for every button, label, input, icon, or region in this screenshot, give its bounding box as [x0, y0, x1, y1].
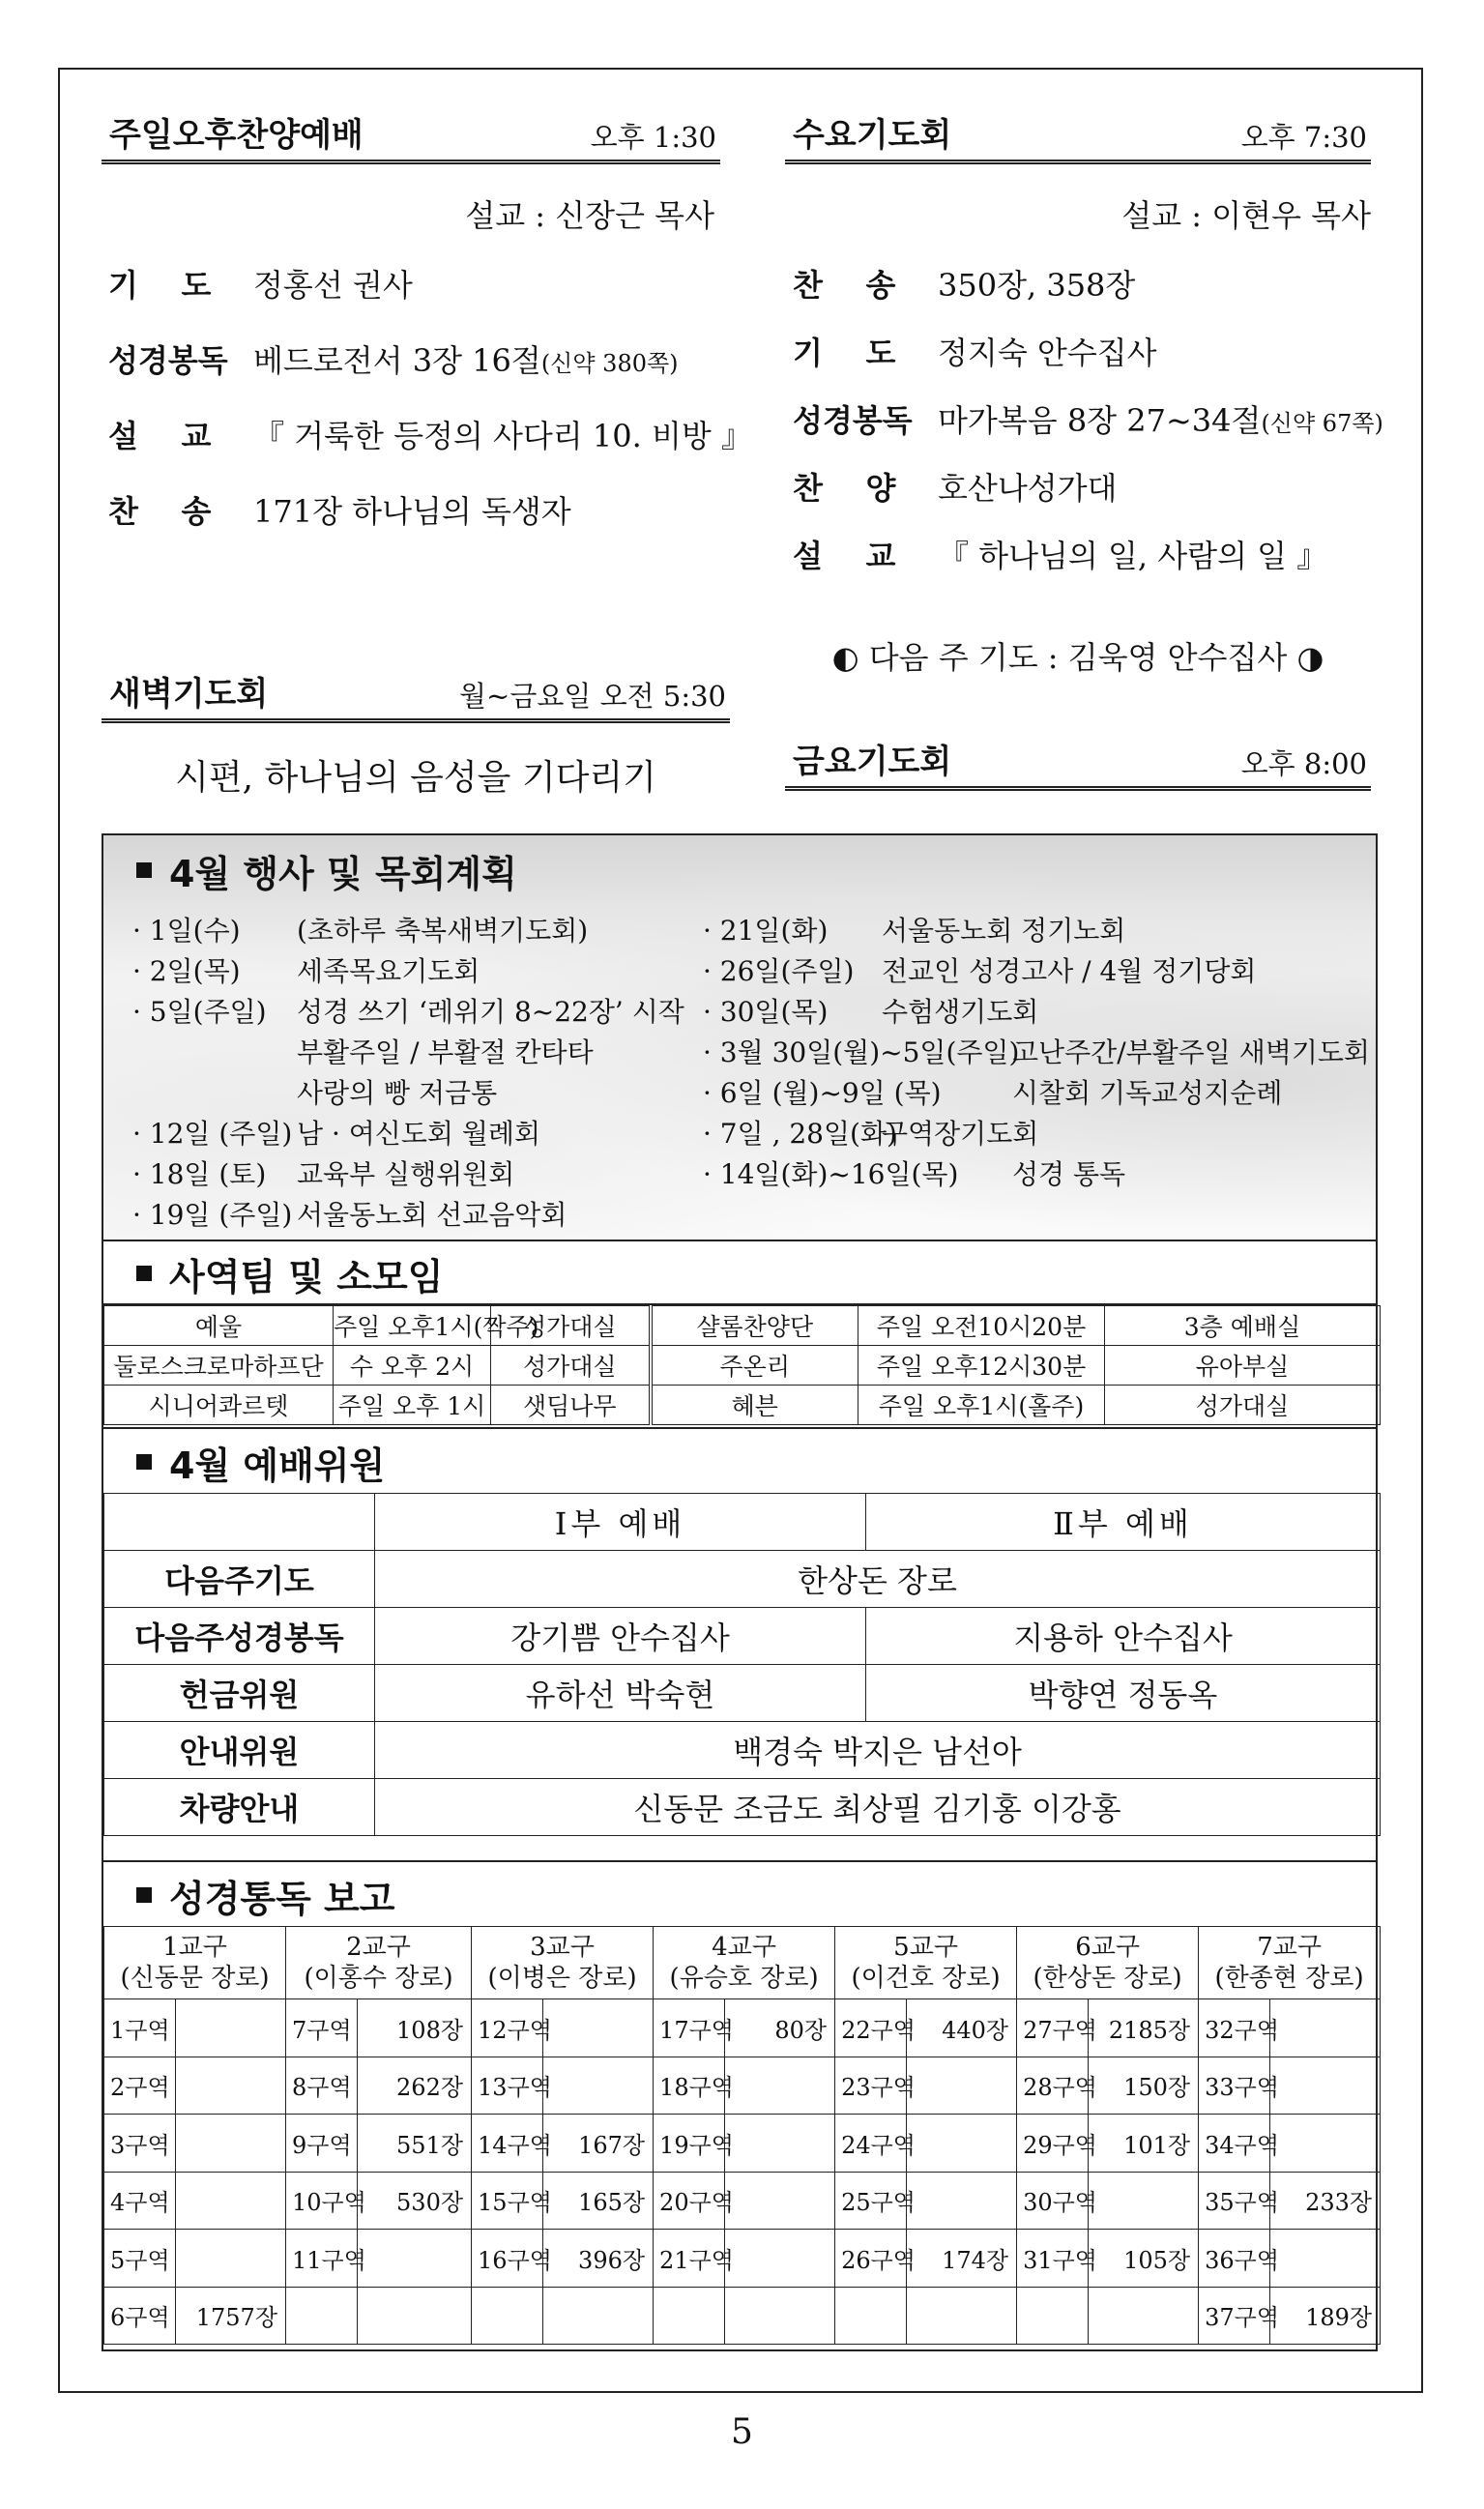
bible-chapters: 396장 — [543, 2230, 654, 2288]
bible-chapters — [543, 2057, 654, 2115]
bible-area: 29구역 — [1017, 2115, 1089, 2173]
bible-chapters — [725, 2172, 835, 2230]
bible-row — [104, 1999, 1381, 2057]
event-item — [132, 992, 684, 1033]
order-value — [253, 336, 679, 381]
bible-area: 28구역 — [1017, 2057, 1089, 2115]
wednesday-prayer-time: 오후 7:30 — [1240, 121, 1367, 154]
event-date: · 30일(목) — [703, 996, 829, 1028]
order-label: 설 교 — [793, 538, 896, 574]
order-value-text: 350장, 358장 — [938, 267, 1136, 304]
event-item — [132, 1114, 684, 1154]
event-date: · 12일 (주일) — [132, 1118, 293, 1150]
bible-area: 26구역 — [835, 2230, 907, 2288]
ministry-row — [104, 1386, 1381, 1425]
worship-role: 안내위원 — [104, 1722, 375, 1779]
ministry-row — [104, 1306, 1381, 1346]
district-header — [472, 1927, 654, 1999]
bible-report-title: 성경통독 보고 — [169, 1877, 395, 1920]
ministry-heading — [103, 1241, 1376, 1305]
order-value — [938, 329, 1157, 373]
event-item — [132, 1195, 684, 1236]
dawn-prayer-header — [102, 667, 730, 723]
bible-chapters — [725, 2230, 835, 2288]
event-item — [703, 951, 1370, 992]
order-value — [938, 464, 1117, 509]
order-value-text: 『 거룩한 등정의 사다리 10. 비방 』 — [253, 418, 752, 454]
bible-area — [286, 2287, 358, 2345]
ministry-cell: 주일 오후1시(홀주) — [858, 1386, 1105, 1425]
bible-chapters — [725, 2115, 835, 2173]
dawn-prayer-text: 시편, 하나님의 음성을 기다리기 — [175, 758, 656, 798]
event-date: · 7일 , 28일(화) — [703, 1118, 897, 1150]
order-row — [108, 487, 571, 532]
bible-area: 23구역 — [835, 2057, 907, 2115]
bible-chapters: 530장 — [358, 2172, 472, 2230]
bible-chapters — [176, 1999, 286, 2057]
bible-area: 21구역 — [654, 2230, 725, 2288]
bible-row — [104, 2230, 1381, 2288]
ministry-cell: 둘로스크로마하프단 — [104, 1346, 334, 1386]
square-bullet-icon — [136, 1454, 152, 1470]
event-item — [703, 1114, 1370, 1154]
bible-row — [104, 2115, 1381, 2173]
bible-chapters — [1270, 2115, 1381, 2173]
district-header — [286, 1927, 472, 1999]
order-value-text: 171장 하나님의 독생자 — [253, 493, 571, 530]
district-leader: (이건호 장로) — [851, 1964, 1001, 1993]
district-name: 4교구 — [712, 1933, 776, 1962]
order-value — [253, 261, 413, 306]
district-leader: (한상돈 장로) — [1033, 1964, 1182, 1993]
bible-area: 7구역 — [286, 1999, 358, 2057]
bible-chapters — [907, 2057, 1017, 2115]
event-item — [703, 1033, 1370, 1073]
bible-area: 3구역 — [104, 2115, 176, 2173]
bible-report-table — [103, 1926, 1381, 2345]
worship-row — [104, 1551, 1381, 1608]
event-date: · 5일(주일) — [132, 996, 267, 1028]
bible-area: 1구역 — [104, 1999, 176, 2057]
bible-area: 30구역 — [1017, 2172, 1089, 2230]
ministry-cell: 3층 예배실 — [1105, 1306, 1381, 1346]
event-text: 구역장기도회 — [882, 1118, 1039, 1150]
order-label: 성경봉독 — [793, 402, 913, 439]
square-bullet-icon — [136, 862, 152, 878]
ministry-cell: 성가대실 — [1105, 1386, 1381, 1425]
ministry-cell: 혜븐 — [651, 1386, 858, 1425]
bible-area: 2구역 — [104, 2057, 176, 2115]
square-bullet-icon — [136, 1266, 152, 1281]
event-date: · 26일(주일) — [703, 955, 855, 987]
worship-row — [104, 1665, 1381, 1722]
bible-chapters — [1270, 2230, 1381, 2288]
event-text: 고난주간/부활주일 새벽기도회 — [1012, 1036, 1370, 1068]
bible-chapters — [1089, 2172, 1199, 2230]
bible-chapters — [907, 2172, 1017, 2230]
bible-chapters: 440장 — [907, 1999, 1017, 2057]
ministry-cell: 성가대실 — [491, 1306, 651, 1346]
district-name: 5교구 — [893, 1933, 958, 1962]
district-name: 3교구 — [530, 1933, 595, 1962]
order-row — [108, 261, 413, 306]
worship-role: 차량안내 — [104, 1779, 375, 1836]
bible-area: 12구역 — [472, 1999, 543, 2057]
order-value — [938, 396, 1383, 441]
district-header — [835, 1927, 1017, 1999]
ministry-cell: 유아부실 — [1105, 1346, 1381, 1386]
event-date: · 19일 (주일) — [132, 1199, 293, 1231]
worship-value: 백경숙 박지은 남선아 — [375, 1722, 1381, 1779]
worship-row — [104, 1608, 1381, 1665]
events-right-column — [703, 911, 1370, 1195]
bible-chapters: 2185장 — [1089, 1999, 1199, 2057]
wednesday-preacher: 설교 : 이현우 목사 — [1121, 197, 1371, 234]
bible-area: 32구역 — [1199, 1999, 1270, 2057]
district-leader: (유승호 장로) — [669, 1964, 819, 1993]
bible-chapters — [725, 2057, 835, 2115]
event-text: 남 · 여신도회 월례회 — [297, 1118, 540, 1150]
event-text: 사랑의 빵 저금통 — [297, 1077, 498, 1109]
order-label: 기 도 — [108, 267, 212, 304]
district-name: 1교구 — [162, 1933, 227, 1962]
event-date — [132, 1073, 297, 1114]
bible-chapters: 551장 — [358, 2115, 472, 2173]
bible-area: 10구역 — [286, 2172, 358, 2230]
order-value-note: (신약 380쪽) — [540, 350, 679, 377]
bible-chapters: 105장 — [1089, 2230, 1199, 2288]
worship-header-blank — [104, 1494, 375, 1551]
order-value-text: 정홍선 권사 — [253, 267, 413, 304]
bible-chapters — [725, 2287, 835, 2345]
order-label: 찬 양 — [793, 470, 896, 507]
bible-area: 13구역 — [472, 2057, 543, 2115]
bible-chapters: 262장 — [358, 2057, 472, 2115]
worship-header-row — [104, 1494, 1381, 1551]
event-item — [703, 1154, 1370, 1195]
bible-area: 35구역 — [1199, 2172, 1270, 2230]
bible-chapters: 108장 — [358, 1999, 472, 2057]
district-name: 6교구 — [1075, 1933, 1140, 1962]
order-row — [108, 336, 679, 381]
page-number: 5 — [731, 2412, 753, 2452]
order-value — [938, 261, 1135, 306]
events-section — [103, 835, 1376, 1241]
worship-value: 강기쁨 안수집사 — [375, 1608, 866, 1665]
event-text: 성경 쓰기 ‘레위기 8~22장’ 시작 — [297, 996, 684, 1028]
bible-chapters — [358, 2230, 472, 2288]
event-text: 서울동노회 정기노회 — [882, 915, 1126, 947]
event-text: 수험생기도회 — [882, 996, 1039, 1028]
event-item — [703, 992, 1370, 1033]
order-label: 찬 송 — [108, 493, 212, 530]
event-item — [703, 911, 1370, 951]
next-week-prayer: ◐ 다음 주 기도 : 김욱영 안수집사 ◑ — [831, 639, 1324, 676]
bible-area: 24구역 — [835, 2115, 907, 2173]
bible-chapters: 167장 — [543, 2115, 654, 2173]
order-row — [793, 261, 1135, 306]
bible-chapters: 189장 — [1270, 2287, 1381, 2345]
event-text: 전교인 성경고사 / 4월 정기당회 — [882, 955, 1257, 987]
bible-chapters — [176, 2172, 286, 2230]
worship-role: 다음주기도 — [104, 1551, 375, 1608]
bible-chapters — [1270, 1999, 1381, 2057]
bible-area: 5구역 — [104, 2230, 176, 2288]
event-item — [132, 1154, 684, 1195]
bible-chapters: 150장 — [1089, 2057, 1199, 2115]
district-header — [654, 1927, 835, 1999]
event-date: · 2일(목) — [132, 955, 241, 987]
event-date: · 18일 (토) — [132, 1158, 267, 1190]
bible-area — [835, 2287, 907, 2345]
bible-area: 36구역 — [1199, 2230, 1270, 2288]
bible-chapters: 165장 — [543, 2172, 654, 2230]
event-text: (초하루 축복새벽기도회) — [297, 915, 589, 947]
event-date: · 14일(화)~16일(목) — [703, 1158, 959, 1190]
worship-header-cell: Ⅰ부 예배 — [375, 1494, 866, 1551]
bible-report-heading — [103, 1860, 1376, 1926]
worship-heading — [103, 1427, 1376, 1493]
square-bullet-icon — [136, 1887, 152, 1903]
bible-area: 16구역 — [472, 2230, 543, 2288]
ministry-cell: 수 오후 2시 — [334, 1346, 491, 1386]
sunday-service-time: 오후 1:30 — [590, 121, 716, 154]
bible-chapters — [907, 2115, 1017, 2173]
sunday-service-header — [102, 108, 720, 164]
district-leader: (신동문 장로) — [120, 1964, 270, 1993]
order-label: 기 도 — [793, 335, 896, 371]
order-value-note: (신약 67쪽) — [1261, 410, 1383, 437]
event-text: 성경 통독 — [1012, 1158, 1126, 1190]
bible-chapters — [1089, 2287, 1199, 2345]
ministry-cell: 주일 오전10시20분 — [858, 1306, 1105, 1346]
sunday-preacher: 설교 : 신장근 목사 — [465, 197, 714, 234]
bible-area: 22구역 — [835, 1999, 907, 2057]
bible-chapters: 80장 — [725, 1999, 835, 2057]
event-date: · 21일(화) — [703, 915, 829, 947]
wednesday-prayer-title: 수요기도회 — [793, 116, 952, 155]
bible-row — [104, 2057, 1381, 2115]
bible-area: 4구역 — [104, 2172, 176, 2230]
sunday-service-title: 주일오후찬양예배 — [109, 116, 364, 155]
ministry-row — [104, 1346, 1381, 1386]
bible-area: 31구역 — [1017, 2230, 1089, 2288]
order-value — [938, 532, 1327, 576]
bible-area: 33구역 — [1199, 2057, 1270, 2115]
bible-chapters: 101장 — [1089, 2115, 1199, 2173]
event-text: 부활주일 / 부활절 칸타타 — [297, 1036, 594, 1068]
bible-area: 14구역 — [472, 2115, 543, 2173]
order-value — [253, 412, 752, 456]
events-title: 4월 행사 및 목회계획 — [169, 852, 517, 895]
bible-chapters: 233장 — [1270, 2172, 1381, 2230]
bible-chapters — [176, 2115, 286, 2173]
bible-chapters — [907, 2287, 1017, 2345]
district-leader: (이홍수 장로) — [304, 1964, 453, 1993]
order-value-text: 『 하나님의 일, 사람의 일 』 — [938, 538, 1328, 574]
bible-chapters — [543, 1999, 654, 2057]
district-header — [1017, 1927, 1199, 1999]
ministry-cell: 주온리 — [651, 1346, 858, 1386]
worship-value: 신동문 조금도 최상필 김기홍 이강홍 — [375, 1779, 1381, 1836]
bible-area: 37구역 — [1199, 2287, 1270, 2345]
bulletin-box — [102, 833, 1378, 2351]
dawn-prayer-title: 새벽기도회 — [109, 675, 269, 714]
worship-role: 다음주성경봉독 — [104, 1608, 375, 1665]
bible-area — [472, 2287, 543, 2345]
event-text: 교육부 실행위원회 — [297, 1158, 515, 1190]
bible-row — [104, 2287, 1381, 2345]
bible-area: 6구역 — [104, 2287, 176, 2345]
bible-chapters — [543, 2287, 654, 2345]
bible-chapters — [176, 2230, 286, 2288]
worship-value: 지용하 안수집사 — [866, 1608, 1381, 1665]
dawn-prayer-time: 월~금요일 오전 5:30 — [459, 680, 726, 713]
event-date: · 3월 30일(월)~5일(주일) — [703, 1036, 1020, 1068]
friday-prayer-title: 금요기도회 — [793, 743, 952, 781]
bible-area: 25구역 — [835, 2172, 907, 2230]
order-row — [793, 532, 1327, 576]
district-leader: (한종현 장로) — [1214, 1964, 1364, 1993]
events-heading — [103, 835, 1376, 905]
order-value-text: 호산나성가대 — [938, 470, 1118, 507]
bible-chapters — [358, 2287, 472, 2345]
friday-prayer-header — [785, 735, 1371, 791]
bible-area: 11구역 — [286, 2230, 358, 2288]
district-name: 7교구 — [1257, 1933, 1322, 1962]
ministry-cell: 시니어콰르텟 — [104, 1386, 334, 1425]
worship-row — [104, 1779, 1381, 1836]
bible-row — [104, 2172, 1381, 2230]
event-text: 세족목요기도회 — [297, 955, 480, 987]
worship-value: 한상돈 장로 — [375, 1551, 1381, 1608]
order-row — [793, 464, 1117, 509]
friday-prayer-time: 오후 8:00 — [1240, 747, 1367, 780]
wednesday-prayer-header — [785, 108, 1371, 164]
event-date — [132, 1033, 297, 1073]
ministry-cell: 예울 — [104, 1306, 334, 1346]
order-label: 설 교 — [108, 418, 212, 454]
order-value-text: 마가복음 8장 27~34절 — [938, 402, 1262, 439]
order-row — [793, 396, 1383, 441]
order-value-text: 베드로전서 3장 16절 — [253, 342, 541, 379]
bible-area: 9구역 — [286, 2115, 358, 2173]
ministry-table — [103, 1305, 1381, 1425]
bible-area: 20구역 — [654, 2172, 725, 2230]
bible-area — [1017, 2287, 1089, 2345]
ministry-cell: 샛딤나무 — [491, 1386, 651, 1425]
order-label: 성경봉독 — [108, 342, 228, 379]
bible-area: 18구역 — [654, 2057, 725, 2115]
bible-area: 15구역 — [472, 2172, 543, 2230]
event-text: 시찰회 기독교성지순례 — [1012, 1077, 1283, 1109]
bible-area: 27구역 — [1017, 1999, 1089, 2057]
ministry-cell: 주일 오후 1시 — [334, 1386, 491, 1425]
worship-role: 헌금위원 — [104, 1665, 375, 1722]
ministry-cell: 샬롬찬양단 — [651, 1306, 858, 1346]
event-date: · 1일(수) — [132, 915, 241, 947]
bible-area — [654, 2287, 725, 2345]
worship-value: 박향연 정동옥 — [866, 1665, 1381, 1722]
district-leader: (이병은 장로) — [487, 1964, 637, 1993]
ministry-cell: 주일 오후12시30분 — [858, 1346, 1105, 1386]
event-item — [132, 1033, 684, 1073]
bible-chapters — [1270, 2057, 1381, 2115]
ministry-title: 사역팀 및 소모임 — [169, 1255, 444, 1298]
order-label: 찬 송 — [793, 267, 896, 304]
bible-chapters — [176, 2057, 286, 2115]
district-header — [1199, 1927, 1381, 1999]
order-row — [108, 412, 752, 456]
bible-area: 17구역 — [654, 1999, 725, 2057]
event-date: · 6일 (월)~9일 (목) — [703, 1077, 942, 1109]
event-text: 서울동노회 선교음악회 — [297, 1199, 567, 1231]
order-row — [793, 329, 1157, 373]
ministry-cell: 주일 오후1시(짝주) — [334, 1306, 491, 1346]
district-name: 2교구 — [346, 1933, 411, 1962]
event-item — [132, 911, 684, 951]
bible-area: 19구역 — [654, 2115, 725, 2173]
ministry-cell: 성가대실 — [491, 1346, 651, 1386]
worship-committee-table — [103, 1493, 1381, 1836]
event-item — [703, 1073, 1370, 1114]
order-value — [253, 487, 571, 532]
bible-area: 34구역 — [1199, 2115, 1270, 2173]
order-value-text: 정지숙 안수집사 — [938, 335, 1157, 371]
worship-header-cell: Ⅱ부 예배 — [866, 1494, 1381, 1551]
bible-chapters: 174장 — [907, 2230, 1017, 2288]
bible-area: 8구역 — [286, 2057, 358, 2115]
worship-row — [104, 1722, 1381, 1779]
district-header — [104, 1927, 286, 1999]
worship-title: 4월 예배위원 — [169, 1444, 386, 1487]
event-item — [132, 951, 684, 992]
event-item — [132, 1073, 684, 1114]
bible-chapters: 1757장 — [176, 2287, 286, 2345]
worship-value: 유하선 박숙현 — [375, 1665, 866, 1722]
events-left-column — [132, 911, 684, 1236]
